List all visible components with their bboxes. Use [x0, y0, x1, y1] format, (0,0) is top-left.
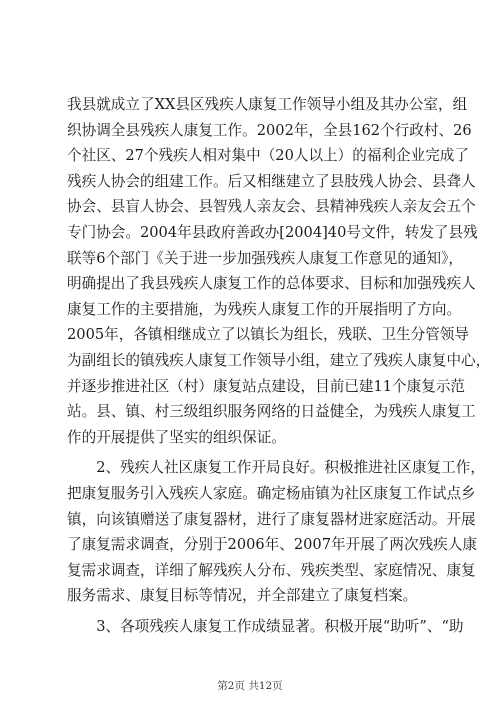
text-line: 并逐步推进社区（村）康复站点建设，目前已建11个康复示范 [67, 377, 466, 395]
text-line: 2、残疾人社区康复工作开局良好。积极推进社区康复工作， [67, 459, 485, 477]
text-line: 把康复服务引入残疾人家庭。确定杨庙镇为社区康复工作试点乡 [67, 484, 476, 502]
text-line: 作的开展提供了坚实的组织保证。 [67, 428, 286, 446]
text-line: 3、各项残疾人康复工作成绩显著。积极开展“助听”、“助 [67, 617, 464, 635]
text-line: 站。县、镇、村三级组织服务网络的日益健全，为残疾人康复工 [67, 403, 476, 421]
text-line: 了康复需求调查，分别于2006年、2007年开展了两次残疾人康 [67, 536, 477, 554]
text-line: 2005年，各镇相继成立了以镇长为组长，残联、卫生分管领导 [67, 326, 469, 344]
text-line: 联等6个部门《关于进一步加强残疾人康复工作意见的通知》， [67, 249, 464, 267]
text-line: 为副组长的镇残疾人康复工作领导小组，建立了残疾人康复中心， [67, 351, 491, 369]
text-line: 个社区、27个残疾人相对集中（20人以上）的福利企业完成了 [67, 147, 469, 165]
page-number-footer: 第2页 共12页 [217, 680, 283, 692]
text-line: 织协调全县残疾人康复工作。2002年，全县162个行政村、26 [67, 121, 472, 139]
text-line: 我县就成立了XX县区残疾人康复工作领导小组及其办公室，组 [67, 96, 468, 113]
document-body [67, 92, 491, 639]
text-line: 服务需求、康复目标等情况，并全部建立了康复档案。 [67, 587, 418, 605]
text-line: 残疾人协会的组建工作。后又相继建立了县肢残人协会、县聋人 [67, 172, 476, 190]
text-line: 复需求调查，详细了解残疾人分布、残疾类型、家庭情况、康复 [67, 561, 476, 579]
text-line: 明确提出了我县残疾人康复工作的总体要求、目标和加强残疾人 [67, 275, 476, 293]
text-line: 康复工作的主要措施，为残疾人康复工作的开展指明了方向。 [67, 300, 462, 318]
text-line: 镇，向该镇赠送了康复器材，进行了康复器材进家庭活动。开展 [67, 510, 476, 528]
text-line: 专门协会。2004年县政府善政办[2004]40号文件，转发了县残 [67, 223, 478, 241]
text-line: 协会、县盲人协会、县智残人亲友会、县精神残疾人亲友会五个 [67, 198, 476, 216]
